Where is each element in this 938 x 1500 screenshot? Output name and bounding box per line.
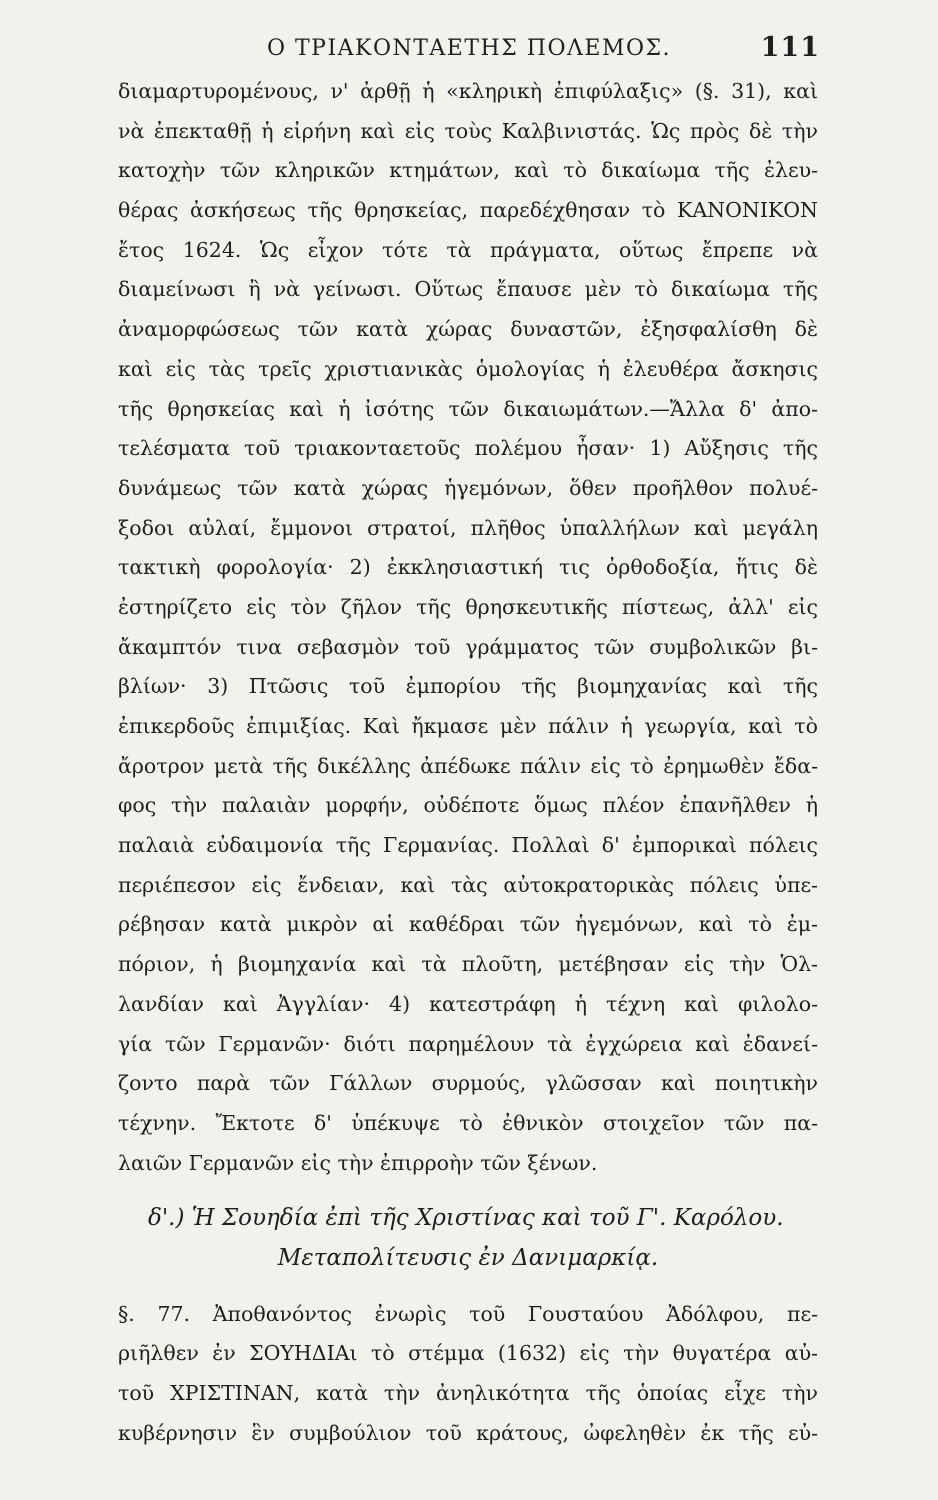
text-line: ἐπικερδοῦς ἐπιμιξίας. Καὶ ἤκμασε μὲν πάλιν ἡ γεωργία, καὶ τὸ <box>118 714 818 738</box>
text-line: πόριον, ἡ βιομηχανία καὶ τὰ πλοῦτη, μετέβησαν εἰς τὴν Ὁλ- <box>118 952 818 977</box>
spacer <box>118 1279 818 1295</box>
text-line: ξοδοι αὐλαί, ἔμμονοι στρατοί, πλῆθος ὑπαλλήλων καὶ μεγάλη <box>118 515 818 540</box>
section-heading <box>118 1199 818 1278</box>
text-line: ριῆλθεν ἐν ΣΟΥΗΔΙΑι τὸ στέμμα (1632) εἰς τὴν θυγατέρα αὐ- <box>118 1341 818 1366</box>
body-text <box>118 72 818 1453</box>
text-line: ζοντο παρὰ τῶν Γάλλων συρμούς, γλῶσσαν καὶ ποιητικὴν <box>118 1071 818 1096</box>
text-line: ἐστηρίζετο εἰς τὸν ζῆλον τῆς θρησκευτικῆς πίστεως, ἀλλ' εἰς <box>118 594 818 619</box>
text-line: κυβέρνησιν ἓν συμβούλιον τοῦ κράτους, ὠφεληθὲν ἐκ τῆς εὐ- <box>118 1420 818 1445</box>
text-line: θέρας ἀσκήσεως τῆς θρησκείας, παρεδέχθησαν τὸ ΚΑΝΟΝΙΚΟΝ <box>118 198 818 223</box>
text-line: φος τὴν παλαιὰν μορφήν, οὐδέποτε ὅμως πλέον ἐπανῆλθεν ἡ <box>118 793 818 818</box>
text-line: λανδίαν καὶ Ἀγγλίαν· 4) κατεστράφη ἡ τέχνη καὶ φιλολο- <box>118 991 818 1016</box>
text-line: τῆς θρησκείας καὶ ἡ ἰσότης τῶν δικαιωμάτων.—Ἄλλα δ' ἀπο- <box>118 396 818 421</box>
text-line: ἔτος 1624. Ὡς εἶχον τότε τὰ πράγματα, οὕτως ἔπρεπε νὰ <box>118 237 818 262</box>
paragraph-2 <box>118 1295 818 1454</box>
text-line: ἀναμορφώσεως τῶν κατὰ χώρας δυναστῶν, ἐξησφαλίσθη δὲ <box>118 317 818 342</box>
text-line: γία τῶν Γερμανῶν· διότι παρημέλουν τὰ ἐγχώρεια καὶ ἐδανεί- <box>118 1031 818 1056</box>
page-number: 111 <box>760 32 820 63</box>
text-line: νὰ ἐπεκταθῇ ἡ εἰρήνη καὶ εἰς τοὺς Καλβινιστάς. Ὡς πρὸς δὲ τὴν <box>118 118 818 143</box>
text-line: παλαιὰ εὐδαιμονία τῆς Γερμανίας. Πολλαὶ δ' ἐμπορικαὶ πόλεις <box>118 833 818 858</box>
text-line: κατοχὴν τῶν κληρικῶν κτημάτων, καὶ τὸ δικαίωμα τῆς ἐλευ- <box>118 158 818 183</box>
paragraph-1 <box>118 72 818 1183</box>
text-line: ἄκαμπτόν τινα σεβασμὸν τοῦ γράμματος τῶν συμβολικῶν βι- <box>118 634 818 659</box>
section-heading-line-2: Μεταπολίτευσις ἐν Δανιμαρκίᾳ. <box>277 1244 659 1271</box>
text-line: τοῦ ΧΡΙΣΤΙΝΑΝ, κατὰ τὴν ἀνηλικότητα τῆς ὁποίας εἶχε τὴν <box>118 1381 818 1405</box>
text-line: δυνάμεως τῶν κατὰ χώρας ἡγεμόνων, ὅθεν προῆλθον πολυέ- <box>118 475 818 500</box>
text-line: βλίων· 3) Πτῶσις τοῦ ἐμπορίου τῆς βιομηχανίας καὶ τῆς <box>118 674 818 699</box>
running-title: Ο ΤΡΙΑΚΟΝΤΑΕΤΗΣ ΠΟΛΕΜΟΣ. <box>266 36 672 61</box>
text-line: τέχνην. Ἔκτοτε δ' ὑπέκυψε τὸ ἐθνικὸν στοιχεῖον τῶν πα- <box>118 1110 818 1135</box>
spacer <box>118 1183 818 1199</box>
section-heading-line-1: δ'.) Ἡ Σουηδία ἐπὶ τῆς Χριστίνας καὶ τοῦ Γ'. Καρόλου. <box>148 1205 784 1232</box>
text-line: ρέβησαν κατὰ μικρὸν αἱ καθέδραι τῶν ἡγεμόνων, καὶ τὸ ἐμ- <box>118 912 818 937</box>
text-line: τακτικὴ φορολογία· 2) ἐκκλησιαστική τις ὀρθοδοξία, ἥτις δὲ <box>118 555 818 580</box>
text-line: διαμαρτυρομένους, ν' ἀρθῇ ἡ «κληρικὴ ἐπιφύλαξις» (§. 31), καὶ <box>118 79 818 103</box>
text-line: ἄροτρον μετὰ τῆς δικέλλης ἀπέδωκε πάλιν εἰς τὸ ἐρημωθὲν ἔδα- <box>118 753 818 778</box>
text-line: διαμείνωσι ἢ νὰ γείνωσι. Οὕτως ἔπαυσε μὲν τὸ δικαίωμα τῆς <box>118 277 818 302</box>
text-line: τελέσματα τοῦ τριακονταετοῦς πολέμου ἦσαν· 1) Αὔξησις τῆς <box>118 436 818 461</box>
page-header <box>118 30 820 66</box>
text-line: καὶ εἰς τὰς τρεῖς χριστιανικὰς ὁμολογίας ἡ ἐλευθέρα ἄσκησις <box>118 356 818 381</box>
text-line: λαιῶν Γερμανῶν εἰς τὴν ἐπιρροὴν τῶν ξένων. <box>118 1150 598 1175</box>
text-line: §. 77. Ἀποθανόντος ἐνωρὶς τοῦ Γουσταύου Ἀδόλφου, πε- <box>118 1301 818 1326</box>
text-line: περιέπεσον εἰς ἔνδειαν, καὶ τὰς αὐτοκρατορικὰς πόλεις ὑπε- <box>118 872 818 897</box>
